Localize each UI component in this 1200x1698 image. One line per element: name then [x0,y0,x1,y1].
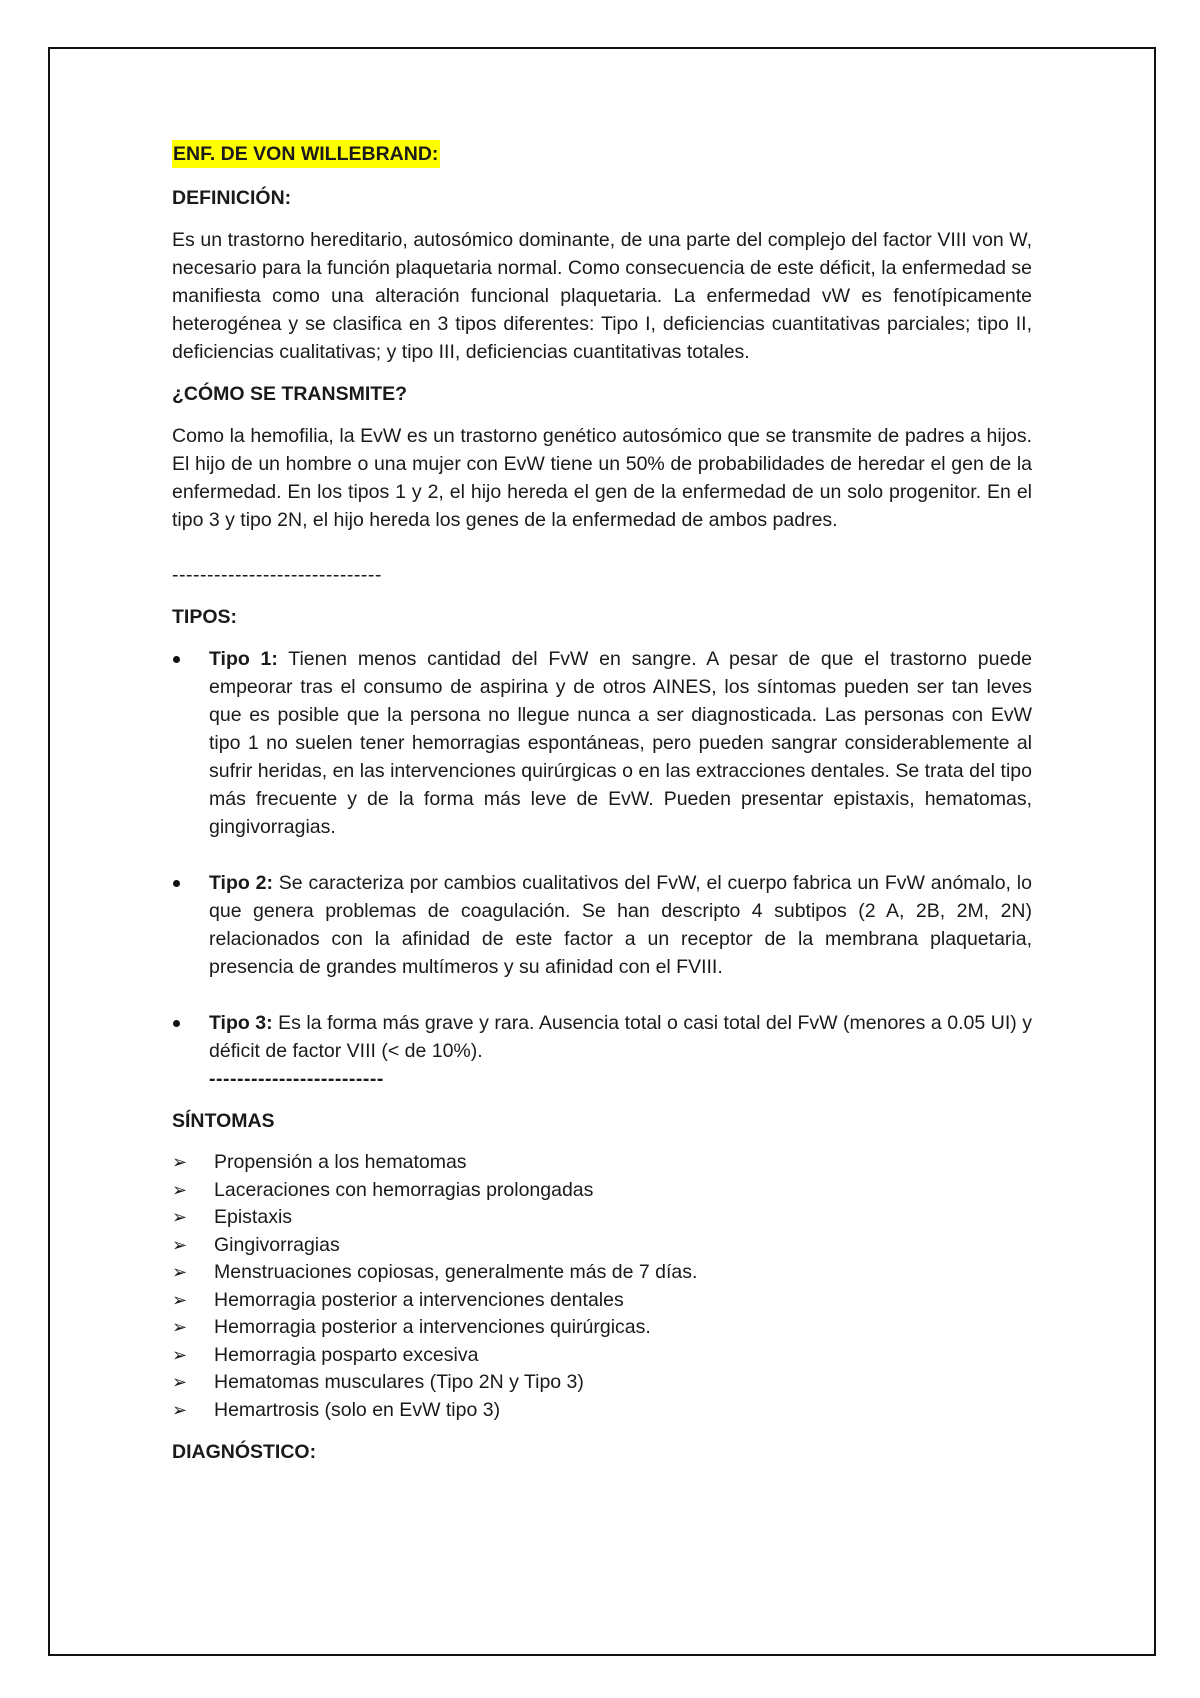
symptom-text: Laceraciones con hemorragias prolongadas [214,1178,594,1201]
type-label: Tipo 2: [209,872,273,894]
arrow-bullet-icon: ➢ [172,1372,188,1392]
type-label: Tipo 1: [209,648,278,670]
symptom-text: Hematomas musculares (Tipo 2N y Tipo 3) [214,1371,584,1393]
list-item [172,1287,1032,1315]
title-row [172,140,1032,170]
arrow-bullet-icon: ➢ [172,1289,188,1310]
type-description: Es la forma más grave y rara. Ausencia total o casi total del FvW (menores a 0.05 UI) y déficit de factor VIII (< de 10%). [209,1012,1032,1062]
definition-text: Es un trastorno hereditario, autosómico dominante, de una parte del complejo del factor VIII von W, necesario para la función plaquetaria normal. Como consecuencia de este déficit, la enfermedad se manifiesta como una alteración funcional plaquetaria. La enfermedad vW es fenotípicamente heterogénea y se clasifica en 3 tipos diferentes: Tipo I, deficiencias cuantitativas parciales; tipo II, deficiencias cualitativas; y tipo III, deficiencias cuantitativas totales. [172,229,1032,363]
list-item [172,869,1032,981]
type-label: Tipo 3: [209,1012,273,1034]
transmission-heading: ¿CÓMO SE TRANSMITE? [172,383,408,405]
list-item [172,1259,1032,1287]
list-item [172,1149,1032,1177]
separator-line: ------------------------- [209,1068,384,1090]
list-item [172,1369,1032,1397]
bullet-dot-icon [173,656,180,663]
bullet-dot-icon [173,880,180,887]
symptoms-list [172,1149,1032,1424]
document-body [172,140,1032,1466]
symptom-text: Hemorragia posterior a intervenciones dentales [214,1288,624,1311]
arrow-bullet-icon: ➢ [172,1234,188,1255]
arrow-bullet-icon: ➢ [172,1262,188,1282]
type-description: Tienen menos cantidad del FvW en sangre. A pesar de que el trastorno puede empeorar tras el consumo de aspirina y de otros AINES, los síntomas pueden ser tan leves que es posible que la persona no llegue nunca a ser diagnosticada. Las personas con EvW tipo 1 no suelen tener hemorragias espontáneas, pero pueden sangrar considerablemente al sufrir heridas, en las intervenciones quirúrgicas o en las extracciones dentales. Se trata del tipo más frecuente y de la forma más leve de EvW. Pueden presentar epistaxis, hematomas, gingivorragias. [209,648,1032,838]
list-item [172,1009,1032,1093]
symptom-text: Epistaxis [214,1206,293,1228]
bullet-dot-icon [173,1020,180,1027]
document-title: ENF. DE VON WILLEBRAND: [172,140,440,168]
list-item [172,1342,1032,1370]
arrow-bullet-icon: ➢ [172,1344,188,1365]
transmission-text: Como la hemofilia, la EvW es un trastorno genético autosómico que se transmite de padres a hijos. El hijo de un hombre o una mujer con EvW tiene un 50% de probabilidades de heredar el gen de la enfermedad. En los tipos 1 y 2, el hijo hereda el gen de la enfermedad de un solo progenitor. En el tipo 3 y tipo 2N, el hijo hereda los genes de la enfermedad de ambos padres. [172,425,1032,531]
arrow-bullet-icon: ➢ [172,1152,188,1172]
list-item [172,1232,1032,1260]
types-heading: TIPOS: [172,606,238,628]
symptom-text: Hemorragia posterior a intervenciones quirúrgicas. [214,1316,651,1338]
arrow-bullet-icon: ➢ [172,1317,188,1337]
symptom-text: Hemorragia posparto excesiva [214,1343,479,1366]
separator-line: ------------------------------ [172,564,382,586]
type-description: Se caracteriza por cambios cualitativos del FvW, el cuerpo fabrica un FvW anómalo, lo que genera problemas de coagulación. Se han descripto 4 subtipos (2 A, 2B, 2M, 2N) relacionados con la afinidad de este factor a un receptor de la membrana plaquetaria, presencia de grandes multímeros y su afinidad con el FVIII. [209,872,1032,978]
arrow-bullet-icon: ➢ [172,1399,188,1420]
list-item [172,1397,1032,1425]
symptoms-heading: SÍNTOMAS [172,1110,275,1132]
list-item [172,1314,1032,1342]
list-item [172,1177,1032,1205]
types-list [172,645,1032,1093]
symptom-text: Hemartrosis (solo en EvW tipo 3) [214,1398,501,1421]
symptom-text: Propensión a los hematomas [214,1151,467,1173]
list-item [172,1204,1032,1232]
arrow-bullet-icon: ➢ [172,1179,188,1200]
definition-heading: DEFINICIÓN: [172,187,292,209]
arrow-bullet-icon: ➢ [172,1207,188,1227]
symptom-text: Gingivorragias [214,1233,340,1256]
diagnosis-heading: DIAGNÓSTICO: [172,1441,317,1463]
list-item [172,645,1032,841]
symptom-text: Menstruaciones copiosas, generalmente más de 7 días. [214,1261,698,1283]
